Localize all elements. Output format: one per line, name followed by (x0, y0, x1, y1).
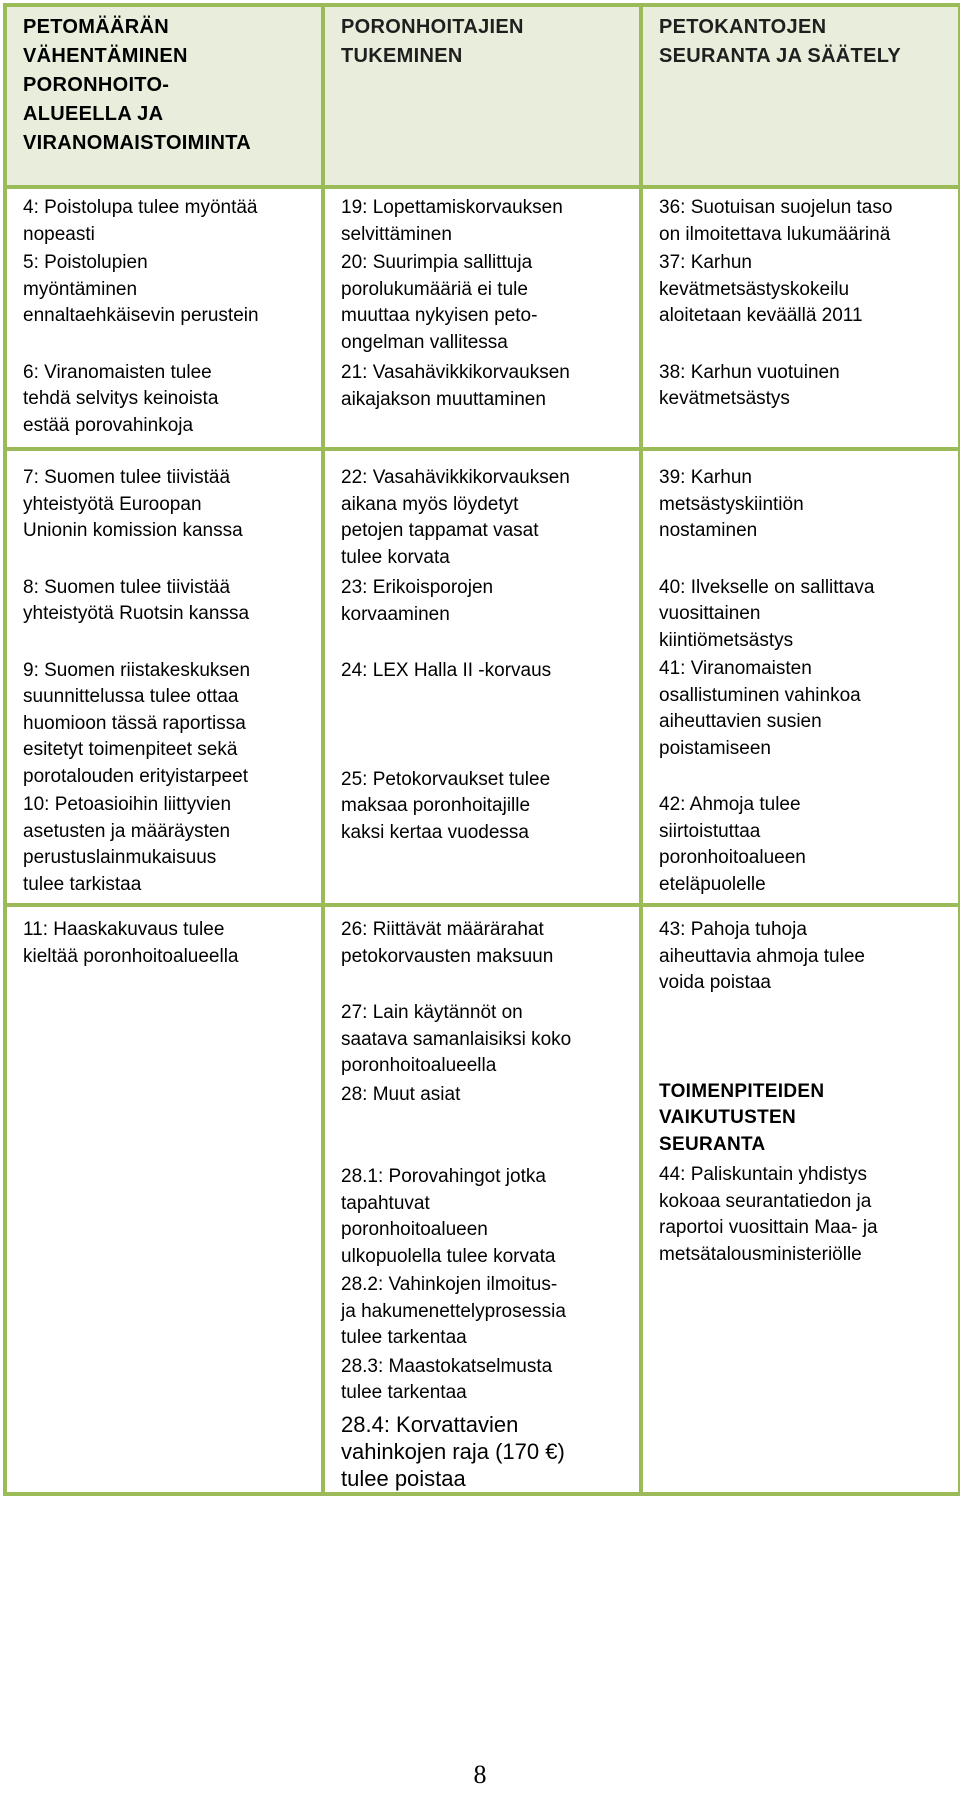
header-row (5, 5, 960, 187)
table-cell (641, 905, 960, 1494)
measure-item: 37: Karhun kevätmetsästyskokeilu aloitetaan keväällä 2011 (659, 252, 863, 326)
measure-item: 40: Ilvekselle on sallittava vuosittainen kiintiömetsästys (659, 576, 875, 651)
measure-item: 4: Poistolupa tulee myöntää nopeasti (23, 197, 258, 245)
measure-item: 11: Haaskakuvaus tulee kieltää poronhoitoalueella (23, 919, 239, 967)
measure-item: 6: Viranomaisten tulee tehdä selvitys keinoista estää porovahinkoja (23, 361, 219, 436)
measure-item: 7: Suomen tulee tiivistää yhteistyötä Euroopan Unionin komission kanssa (23, 467, 243, 541)
table-cell (5, 449, 323, 905)
column-heading: PORONHOITAJIEN TUKEMINEN (341, 16, 524, 67)
header-cell (641, 5, 960, 187)
measure-item: 10: Petoasioihin liittyvien asetusten ja määräysten perustuslainmukaisuus tulee tarkistaa (23, 794, 232, 895)
table-cell (323, 187, 641, 449)
measure-item: 22: Vasahävikkikorvauksen aikana myös löydetyt petojen tappamat vasat tulee korvata (341, 467, 570, 568)
measure-item: 19: Lopettamiskorvauksen selvittäminen (341, 197, 563, 245)
measure-item: 28.4: Korvattavien vahinkojen raja (170 €) tulee poistaa (341, 1411, 565, 1491)
measure-item: 24: LEX Halla II -korvaus (341, 660, 552, 681)
measures-table (3, 3, 960, 1496)
column-heading: PETOKANTOJEN SEURANTA JA SÄÄTELY (659, 16, 902, 67)
measure-item: 20: Suurimpia sallittuja porolukumääriä ei tule muuttaa nykyisen peto- ongelman vallitessa (341, 252, 538, 353)
table-cell (5, 187, 323, 449)
measure-item: 38: Karhun vuotuinen kevätmetsästys (659, 361, 840, 409)
section-heading: TOIMENPITEIDEN VAIKUTUSTEN SEURANTA (659, 1080, 825, 1155)
measure-item: 26: Riittävät määrärahat petokorvausten maksuun (341, 919, 554, 967)
table-cell (641, 449, 960, 905)
header-cell (323, 5, 641, 187)
measure-item: 21: Vasahävikkikorvauksen aikajakson muuttaminen (341, 362, 570, 410)
table-row (5, 905, 960, 1494)
measure-item: 44: Paliskuntain yhdistys kokoaa seurantatiedon ja raportoi vuosittain Maa- ja metsätalousministeriölle (659, 1164, 878, 1265)
table-cell (641, 187, 960, 449)
measure-item: 9: Suomen riistakeskuksen suunnittelussa tulee ottaa huomioon tässä raportissa esitetyt toimenpiteet sekä porotalouden erityistarpeet (23, 659, 251, 787)
table-cell (5, 905, 323, 1494)
table-row (5, 449, 960, 905)
page-number: 8 (473, 1760, 487, 1789)
measure-item: 42: Ahmoja tulee siirtoistuttaa poronhoitoalueen eteläpuolelle (659, 794, 806, 895)
measure-item: 43: Pahoja tuhoja aiheuttavia ahmoja tulee voida poistaa (659, 919, 865, 993)
measure-item: 25: Petokorvaukset tulee maksaa poronhoitajille kaksi kertaa vuodessa (341, 768, 551, 843)
measure-item: 41: Viranomaisten osallistuminen vahinkoa aiheuttavien susien poistamiseen (659, 658, 861, 759)
measure-item: 5: Poistolupien myöntäminen ennaltaehkäisevin perustein (23, 252, 259, 326)
measure-item: 23: Erikoisporojen korvaaminen (341, 577, 494, 625)
measure-item: 28.1: Porovahingot jotka tapahtuvat poronhoitoalueen ulkopuolella tulee korvata (341, 1166, 556, 1267)
table-cell (323, 449, 641, 905)
measure-item: 28.2: Vahinkojen ilmoitus- ja hakumenettelyprosessia tulee tarkentaa (341, 1274, 566, 1348)
measure-item: 39: Karhun metsästyskiintiön nostaminen (659, 467, 804, 541)
table-row (5, 187, 960, 449)
measure-item: 36: Suotuisan suojelun taso on ilmoitettava lukumäärinä (659, 197, 893, 245)
measure-item: 8: Suomen tulee tiivistää yhteistyötä Ruotsin kanssa (23, 576, 250, 624)
header-cell (5, 5, 323, 187)
column-heading: PETOMÄÄRÄN VÄHENTÄMINEN PORONHOITO- ALUEELLA JA VIRANOMAISTOIMINTA (23, 16, 251, 154)
measure-item: 28: Muut asiat (341, 1083, 461, 1105)
measure-item: 27: Lain käytännöt on saatava samanlaisiksi koko poronhoitoalueella (341, 1002, 572, 1076)
measure-item: 28.3: Maastokatselmusta tulee tarkentaa (341, 1355, 553, 1403)
table-cell (323, 905, 641, 1494)
